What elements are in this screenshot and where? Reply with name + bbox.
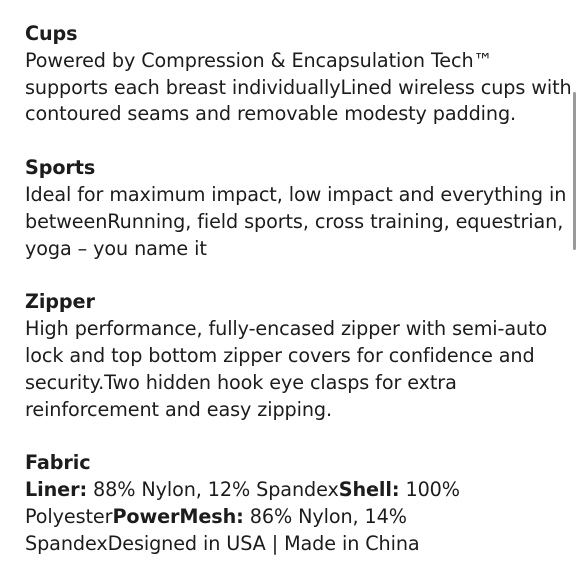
section-body: Ideal for maximum impact, low impact and everything in betweenRunning, field sports, cross training, equestrian, yoga – you name it xyxy=(25,182,567,260)
powermesh-label: PowerMesh: xyxy=(112,504,244,528)
shell-value: 100% Polyester xyxy=(25,478,460,528)
vertical-scrollbar[interactable] xyxy=(573,92,576,250)
liner-value: 88% Nylon, 12% Spandex xyxy=(87,478,339,502)
section-body: High performance, fully-encased zipper with semi-auto lock and top bottom zipper covers for confidence and security.Two hidden hook eye clasps for extra reinforcement and easy zipping. xyxy=(25,317,548,421)
section-body xyxy=(25,477,577,557)
section-body: Powered by Compression & Encapsulation Tech™ supports each breast individuallyLined wireless cups with contoured seams and removable modesty padding. xyxy=(25,48,572,126)
section-sports xyxy=(25,155,577,262)
section-heading: Fabric xyxy=(25,451,91,475)
section-cups xyxy=(25,21,577,128)
section-heading: Zipper xyxy=(25,290,95,314)
powermesh-value: 86% Nylon, 14% SpandexDesigned in USA | Made in China xyxy=(25,504,420,555)
shell-label: Shell: xyxy=(338,478,400,502)
section-fabric xyxy=(25,450,577,557)
section-heading: Sports xyxy=(25,156,96,180)
product-description xyxy=(25,21,577,558)
liner-label: Liner: xyxy=(25,478,88,502)
section-zipper xyxy=(25,289,577,423)
section-heading: Cups xyxy=(25,22,78,45)
